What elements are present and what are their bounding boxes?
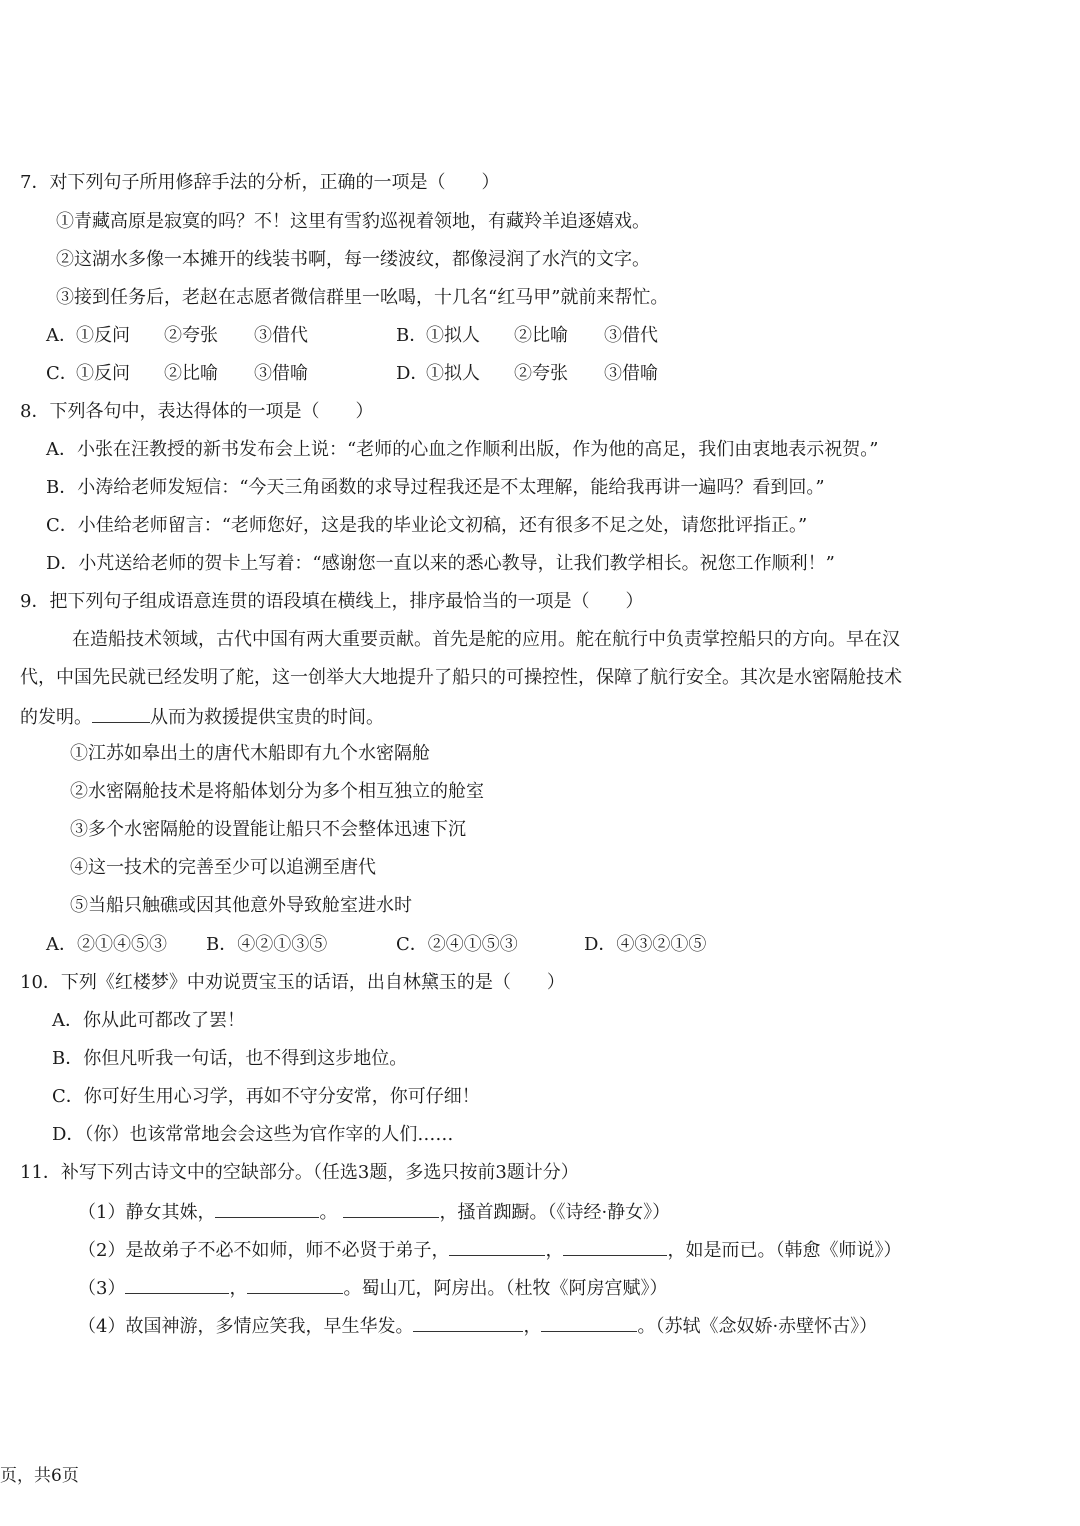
q7-option-c-part-3: ③借喻 bbox=[254, 363, 308, 384]
page-footer: 页，共6页 bbox=[0, 1466, 79, 1486]
q9-option-c: C．②④①⑤③ bbox=[396, 934, 518, 955]
q9-option-b: B．④②①③⑤ bbox=[206, 934, 328, 955]
q11-item-3-text-a: （3） bbox=[78, 1278, 126, 1299]
q11-item-3 bbox=[78, 1275, 667, 1301]
q7-option-d-label: D． bbox=[396, 363, 429, 384]
q11-item-4-blank-1[interactable] bbox=[413, 1313, 523, 1332]
q11-item-1-text-b: 。 bbox=[319, 1202, 338, 1223]
q8-option-a: A．小张在汪教授的新书发布会上说：“老师的心血之作顺利出版，作为他的高足，我们由衷地表示祝贺。” bbox=[46, 439, 879, 460]
q9-passage-line-2: 代，中国先民就已经发明了舵，这一创举大大地提升了船只的可操控性，保障了航行安全。其次是水密隔舱技术 bbox=[20, 667, 902, 688]
q9-stem: 9．把下列句子组成语意连贯的语段填在横线上，排序最恰当的一项是（ ） bbox=[20, 591, 644, 612]
q9-answer-blank[interactable] bbox=[92, 704, 150, 723]
q11-item-1-blank-1[interactable] bbox=[215, 1199, 319, 1218]
q8-option-c: C．小佳给老师留言：“老师您好，这是我的毕业论文初稿，还有很多不足之处，请您批评指正。” bbox=[46, 515, 808, 536]
q7-sentence-1: ①青藏高原是寂寞的吗？不！这里有雪豹巡视着领地，有藏羚羊追逐嬉戏。 bbox=[56, 211, 650, 232]
q7-option-a-part-3: ③借代 bbox=[254, 325, 308, 346]
q9-passage-line-3 bbox=[20, 704, 384, 730]
q9-sentence-5: ⑤当船只触礁或因其他意外导致舱室进水时 bbox=[70, 895, 412, 916]
q11-item-1 bbox=[78, 1199, 670, 1225]
q11-item-2-blank-1[interactable] bbox=[449, 1237, 545, 1256]
q7-option-b-part-3: ③借代 bbox=[604, 325, 658, 346]
q10-option-c: C．你可好生用心习学，再如不守分安常，你可仔细！ bbox=[52, 1086, 480, 1107]
q7-option-d-part-1: ①拟人 bbox=[426, 363, 480, 384]
q7-option-b-label: B． bbox=[396, 325, 428, 346]
q11-item-3-blank-2[interactable] bbox=[247, 1275, 343, 1294]
q11-item-4-text-b: ， bbox=[523, 1316, 542, 1337]
q9-passage-line-1: 在造船技术领域，古代中国有两大重要贡献。首先是舵的应用。舵在航行中负责掌控船只的方向。早在汉 bbox=[72, 629, 900, 650]
q11-item-2-blank-2[interactable] bbox=[563, 1237, 667, 1256]
q7-sentence-3: ③接到任务后，老赵在志愿者微信群里一吆喝，十几名“红马甲”就前来帮忙。 bbox=[56, 287, 669, 308]
q7-option-d-part-3: ③借喻 bbox=[604, 363, 658, 384]
q7-option-b-part-2: ②比喻 bbox=[514, 325, 568, 346]
q11-item-4-text-c: 。（苏轼《念奴娇·赤壁怀古》） bbox=[637, 1316, 878, 1337]
q11-item-2-text-a: （2）是故弟子不必不如师，师不必贤于弟子， bbox=[78, 1240, 450, 1261]
q10-stem: 10．下列《红楼梦》中劝说贾宝玉的话语，出自林黛玉的是（ ） bbox=[20, 972, 565, 993]
q11-item-4-text-a: （4）故国神游，多情应笑我，早生华发。 bbox=[78, 1316, 414, 1337]
q11-item-3-text-b: ， bbox=[229, 1278, 248, 1299]
q11-item-2-text-c: ，如是而已。（韩愈《师说》） bbox=[667, 1240, 902, 1261]
q10-option-b: B．你但凡听我一句话，也不得到这步地位。 bbox=[52, 1048, 408, 1069]
q7-option-c-part-1: ①反问 bbox=[76, 363, 130, 384]
q10-option-a: A．你从此可都改了罢！ bbox=[52, 1010, 245, 1031]
q11-item-2 bbox=[78, 1237, 901, 1263]
q7-option-c-label: C． bbox=[46, 363, 78, 384]
q8-option-d: D．小芃送给老师的贺卡上写着：“感谢您一直以来的悉心教导，让我们教学相长。祝您工作顺利！” bbox=[46, 553, 835, 574]
q7-option-d-part-2: ②夸张 bbox=[514, 363, 568, 384]
q7-option-b-part-1: ①拟人 bbox=[426, 325, 480, 346]
q11-item-1-text-a: （1）静女其姝， bbox=[78, 1202, 216, 1223]
q8-stem: 8．下列各句中，表达得体的一项是（ ） bbox=[20, 401, 374, 422]
q11-item-2-text-b: ， bbox=[545, 1240, 564, 1261]
q11-item-1-blank-2[interactable] bbox=[343, 1199, 439, 1218]
q8-option-b: B．小涛给老师发短信：“今天三角函数的求导过程我还是不太理解，能给我再讲一遍吗？看到回。” bbox=[46, 477, 825, 498]
q9-passage-end-after: 从而为救援提供宝贵的时间。 bbox=[150, 707, 384, 728]
q11-item-4 bbox=[78, 1313, 877, 1339]
q9-sentence-3: ③多个水密隔舱的设置能让船只不会整体迅速下沉 bbox=[70, 819, 466, 840]
q10-option-d: D．（你）也该常常地会会这些为官作宰的人们…… bbox=[52, 1124, 454, 1145]
q11-stem: 11．补写下列古诗文中的空缺部分。（任选3题，多选只按前3题计分） bbox=[20, 1162, 579, 1183]
q7-stem: 7．对下列句子所用修辞手法的分析，正确的一项是（ ） bbox=[20, 172, 500, 193]
q9-sentence-4: ④这一技术的完善至少可以追溯至唐代 bbox=[70, 857, 376, 878]
q11-item-3-blank-1[interactable] bbox=[125, 1275, 229, 1294]
q11-item-3-text-c: 。蜀山兀，阿房出。（杜牧《阿房宫赋》） bbox=[343, 1278, 668, 1299]
q9-sentence-2: ②水密隔舱技术是将船体划分为多个相互独立的舱室 bbox=[70, 781, 484, 802]
q7-option-c-part-2: ②比喻 bbox=[164, 363, 218, 384]
q9-option-d: D．④③②①⑤ bbox=[584, 934, 707, 955]
q7-option-a-part-2: ②夸张 bbox=[164, 325, 218, 346]
q9-sentence-1: ①江苏如皋出土的唐代木船即有九个水密隔舱 bbox=[70, 743, 430, 764]
q11-item-1-text-c: ，搔首踟蹰。（《诗经·静女》） bbox=[439, 1202, 671, 1223]
q9-passage-end-before: 的发明。 bbox=[20, 707, 92, 728]
q7-sentence-2: ②这湖水多像一本摊开的线装书啊，每一缕波纹，都像浸润了水汽的文字。 bbox=[56, 249, 650, 270]
q9-option-a: A．②①④⑤③ bbox=[46, 934, 167, 955]
q7-option-a-part-1: ①反问 bbox=[76, 325, 130, 346]
q11-item-4-blank-2[interactable] bbox=[541, 1313, 637, 1332]
q7-option-a-label: A． bbox=[46, 325, 77, 346]
